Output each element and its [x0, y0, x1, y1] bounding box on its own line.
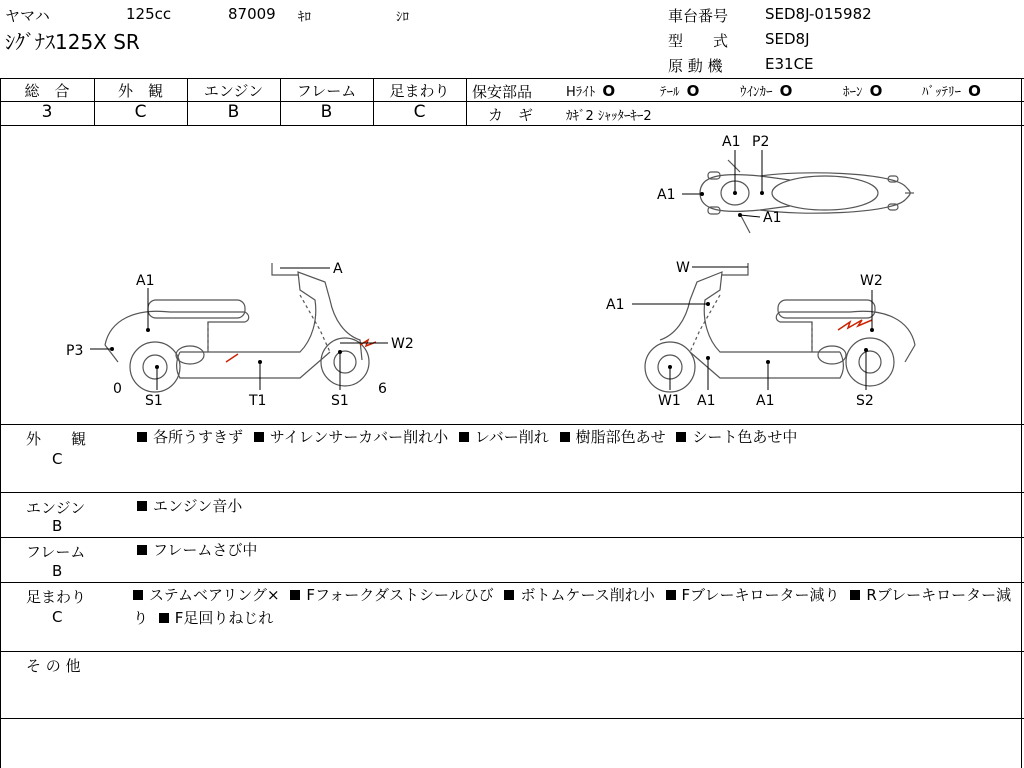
label-top-a1-left: A1 — [657, 187, 676, 203]
grade-header-engine: エンジン — [203, 82, 264, 100]
note-label-other: そ の 他 — [26, 657, 81, 675]
bullet-icon — [133, 590, 143, 600]
label-left-a: A — [333, 261, 343, 277]
note-item: エンジン音小 — [137, 497, 242, 515]
divider — [466, 78, 467, 125]
key-value: ｶｷﾞ2 ｼｬｯﾀｰｷｰ2 — [566, 109, 652, 124]
bullet-icon — [850, 590, 860, 600]
divider — [0, 78, 1024, 79]
divider — [0, 537, 1024, 538]
bullet-icon — [676, 432, 686, 442]
engine-label: 原 動 機 — [668, 57, 723, 75]
label-left-w2: W2 — [391, 336, 414, 352]
note-grade-suspension: C — [52, 608, 63, 626]
safety-item-status: O — [869, 82, 883, 100]
label-left-s1a: S1 — [145, 393, 163, 409]
grade-header-overall: 総 合 — [24, 82, 70, 100]
note-item: ステムベアリング× — [133, 586, 280, 604]
safety-item-status: O — [602, 82, 616, 100]
safety-item-status: O — [779, 82, 793, 100]
note-item: Rブレーキローター減り — [133, 586, 1012, 627]
bullet-icon — [459, 432, 469, 442]
note-item: フレームさび中 — [137, 541, 257, 559]
label-top-p2: P2 — [752, 134, 770, 150]
note-item: Fフォークダストシールひび — [290, 586, 493, 604]
safety-item-headlight — [566, 81, 615, 100]
mileage-unit: ｷﾛ — [298, 10, 311, 25]
model-name: ｼｸﾞﾅｽ125X SR — [5, 30, 140, 54]
note-label-exterior: 外 観 — [26, 430, 87, 448]
safety-item-winker — [740, 81, 792, 100]
grade-exterior: C — [134, 102, 147, 122]
note-item: Fブレーキローター減り — [666, 586, 840, 604]
label-right-s2: S2 — [856, 393, 874, 409]
note-item: レバー削れ — [459, 428, 549, 446]
safety-item-status: O — [968, 82, 981, 100]
note-item: サイレンサーカバー削れ小 — [254, 428, 448, 446]
leader-dots — [110, 191, 874, 369]
label-right-w1: W1 — [658, 393, 681, 409]
type-label: 型 式 — [668, 32, 729, 50]
note-item: ボトムケース削れ小 — [504, 586, 654, 604]
displacement: 125cc — [126, 5, 172, 23]
note-text-engine — [137, 495, 1007, 518]
safety-item-name: ｳｲﾝｶｰ — [740, 85, 773, 100]
note-item: シート色あせ中 — [676, 428, 797, 446]
note-label-frame: フレーム — [26, 543, 86, 561]
damage-marks — [226, 320, 872, 362]
note-grade-exterior: C — [52, 450, 63, 468]
safety-item-name: ﾎｰﾝ — [843, 85, 863, 100]
color: ｼﾛ — [396, 10, 409, 25]
note-item: F足回りねじれ — [159, 609, 274, 627]
grade-overall: 3 — [41, 102, 53, 122]
mileage: 87009 — [228, 5, 276, 23]
grade-suspension: C — [413, 102, 426, 122]
label-left-s1b: S1 — [331, 393, 349, 409]
bullet-icon — [290, 590, 300, 600]
note-item: 樹脂部色あせ — [560, 428, 666, 446]
label-right-a1c: A1 — [756, 393, 775, 409]
model-type: SED8J — [765, 30, 810, 48]
note-text-frame — [137, 539, 1007, 562]
bullet-icon — [666, 590, 676, 600]
bullet-icon — [137, 432, 147, 442]
safety-item-name: ﾃｰﾙ — [660, 85, 680, 100]
engine-code: E31CE — [765, 55, 814, 73]
bullet-icon — [504, 590, 514, 600]
label-right-w: W — [676, 260, 690, 276]
note-label-suspension: 足まわり — [26, 588, 87, 606]
note-label-engine: エンジン — [26, 499, 86, 517]
safety-item-name: ﾊﾞｯﾃﾘｰ — [922, 85, 961, 100]
safety-item-battery — [922, 81, 981, 100]
safety-item-tail — [660, 81, 699, 100]
label-right-w2: W2 — [860, 273, 883, 289]
label-left-t1: T1 — [249, 393, 267, 409]
divider — [0, 582, 1024, 583]
grade-header-frame: フレーム — [296, 82, 357, 100]
label-left-p3: P3 — [66, 343, 84, 359]
label-left-zero: 0 — [113, 381, 122, 397]
label-left-six: 6 — [378, 381, 387, 397]
key-label: カ ギ — [488, 106, 534, 124]
scooter-top-view — [700, 160, 914, 233]
bullet-icon — [254, 432, 264, 442]
label-right-a1b: A1 — [697, 393, 716, 409]
maker: ヤマハ — [5, 7, 50, 25]
note-item: 各所うすきず — [137, 428, 243, 446]
bullet-icon — [137, 545, 147, 555]
divider — [0, 718, 1024, 719]
note-grade-frame: B — [52, 562, 63, 580]
damage-diagram — [0, 126, 1022, 424]
grade-frame: B — [320, 102, 333, 122]
grade-header-exterior: 外 観 — [117, 82, 163, 100]
label-top-a1: A1 — [722, 134, 741, 150]
bullet-icon — [560, 432, 570, 442]
leader-lines — [90, 150, 872, 390]
divider — [0, 424, 1024, 425]
safety-item-name: Hﾗｲﾄ — [566, 85, 596, 100]
note-text-exterior — [137, 426, 1007, 449]
bullet-icon — [159, 613, 169, 623]
grade-engine: B — [227, 102, 240, 122]
divider — [0, 651, 1024, 652]
grade-header-suspension: 足まわり — [389, 82, 450, 100]
frame-no: SED8J-015982 — [765, 5, 872, 23]
divider — [0, 492, 1024, 493]
frame-no-label: 車台番号 — [668, 7, 729, 25]
note-text-suspension — [133, 584, 1013, 630]
safety-item-horn — [843, 81, 882, 100]
label-left-a1: A1 — [136, 273, 155, 289]
bullet-icon — [137, 501, 147, 511]
safety-item-status: O — [686, 82, 700, 100]
note-grade-engine: B — [52, 517, 63, 535]
label-right-a1: A1 — [606, 297, 625, 313]
label-top-a1-bottom: A1 — [763, 210, 782, 226]
safety-label: 保安部品 — [472, 83, 533, 101]
